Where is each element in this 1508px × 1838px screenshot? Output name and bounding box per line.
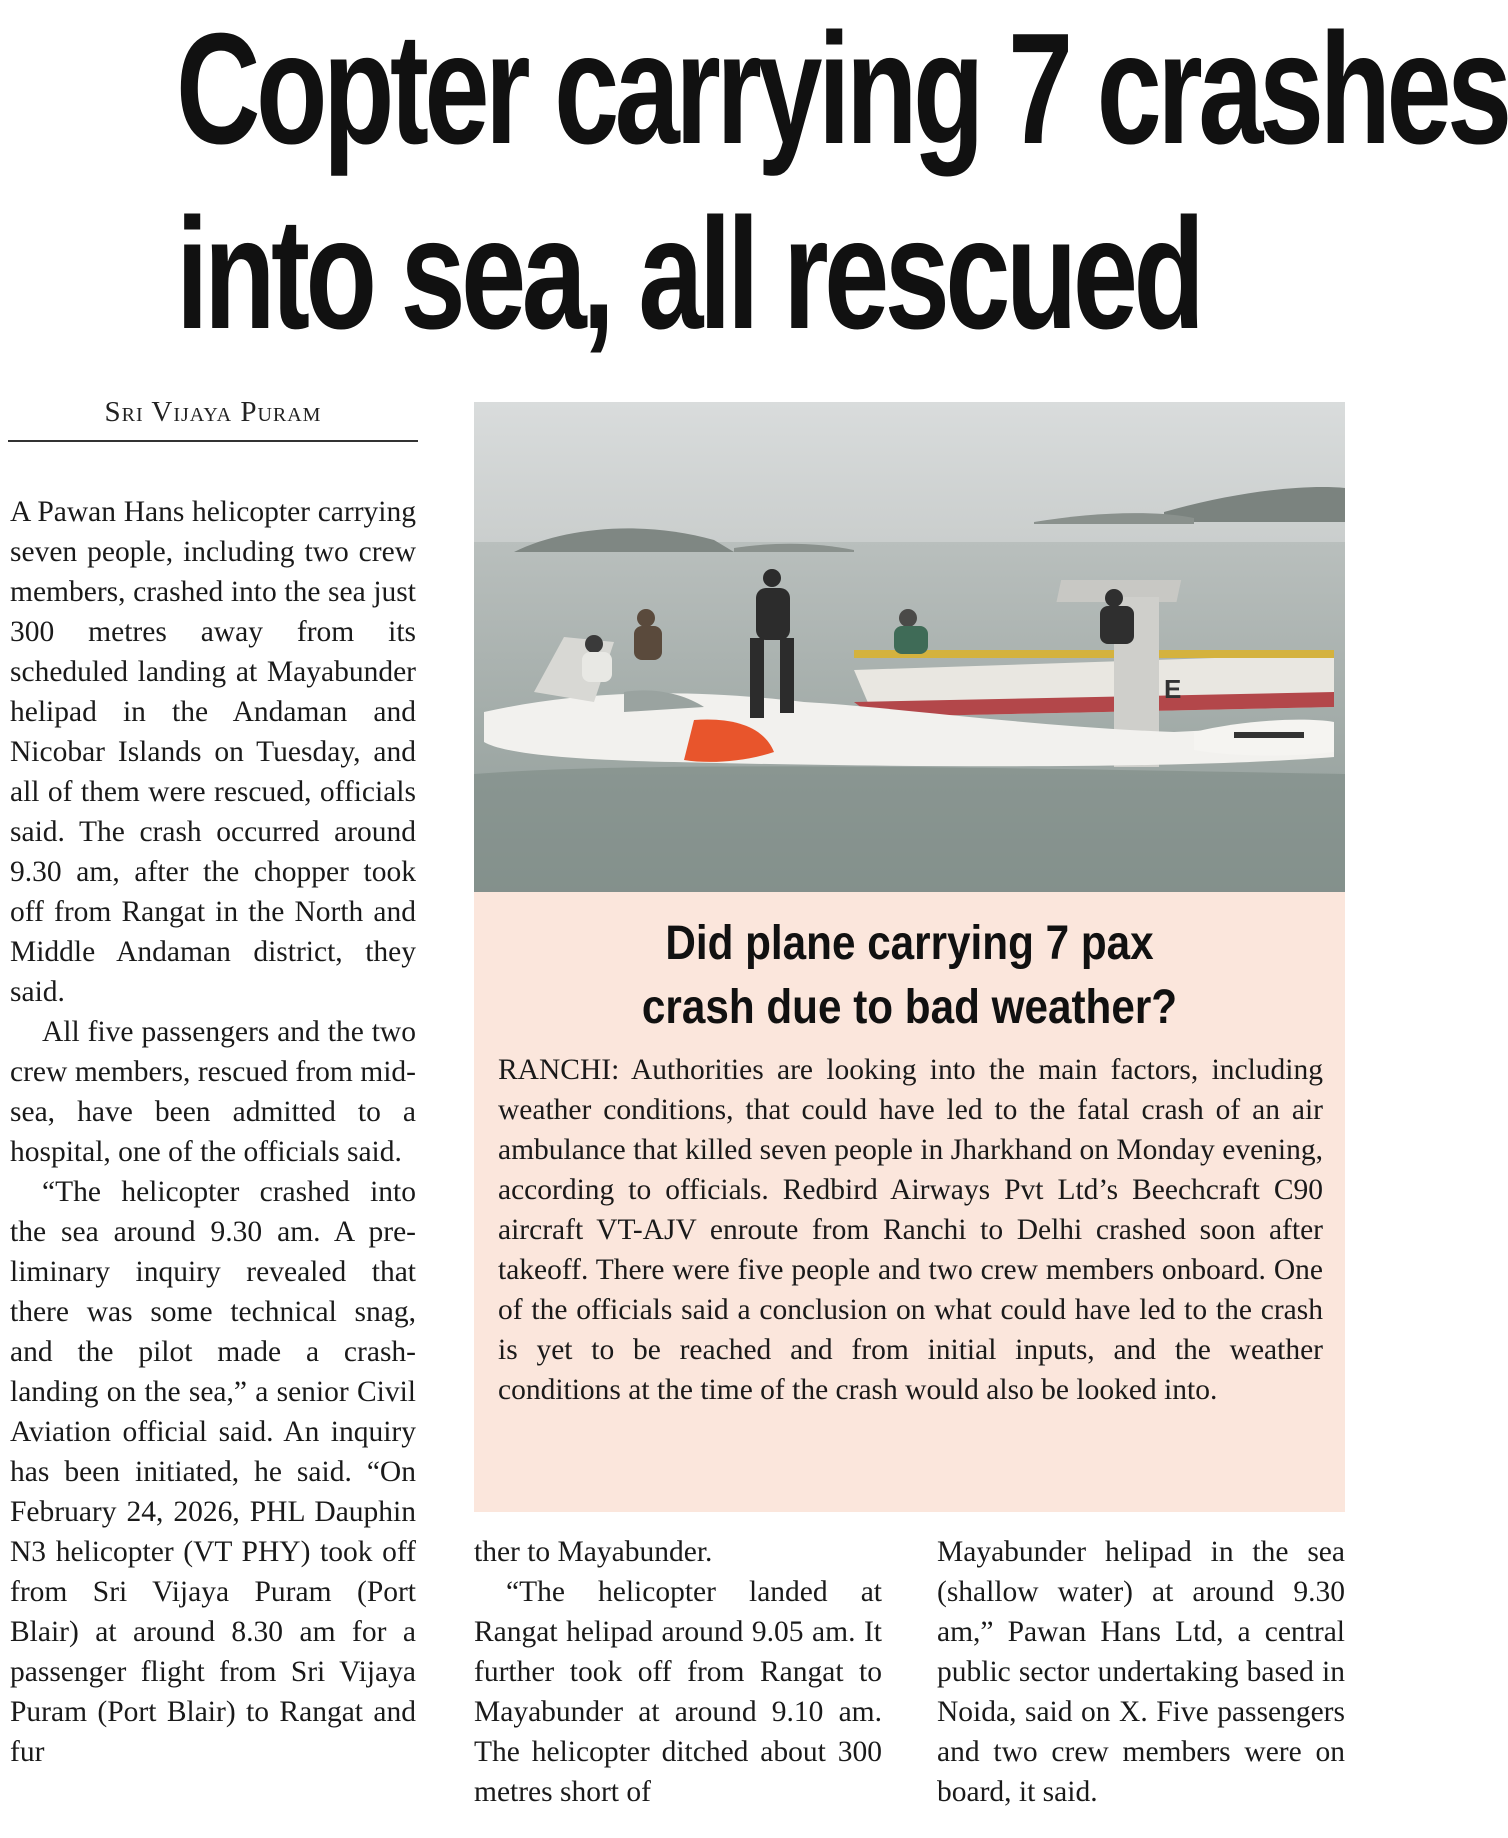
headline-line-1: Copter carrying 7 crashes — [176, 1, 1508, 177]
dateline: Sri Vijaya Puram — [104, 396, 322, 428]
article-paragraph: Mayabunder helipad in the sea (shallow water) at around 9.30 am,” Pawan Hans Ltd, a central public sector undertaking based in Noida, said on X. Five passengers and two crew members were on board, it said. — [937, 1536, 1345, 1808]
article-column-3 — [937, 1532, 1345, 1812]
article-paragraph: ther to Mayabunder. — [474, 1536, 713, 1568]
article-paragraph: “The helicopter landed at Rangat helipad around 9.05 am. It further took off from Rangat to Mayabunder at around 9.10 am. The helicopter ditched about 300 metres short of — [474, 1576, 882, 1808]
rescue-scene-illustration — [474, 402, 1345, 892]
article-column-2 — [474, 1532, 882, 1812]
article-paragraph: “The helicopter crashed into the sea around 9.30 am. A preliminary inquiry revealed that there was some technical snag, and the pilot made a crash-landing on the sea,” a senior Civil Aviation official said. An inquiry has been initiated, he said. “On February 24, 2026, PHL Dauphin N3 helicopter (VT PHY) took off from Sri Vijaya Puram (Port Blair) at around 8.30 am for a passenger flight from Sri Vijaya Puram (Port Blair) to Rangat and fur — [10, 1176, 416, 1768]
sidebar-title — [526, 912, 1292, 1040]
sidebar-body: RANCHI: Authorities are looking into the main factors, including weather conditions, that could have led to the fatal crash of an air ambulance that killed seven people in Jharkhand on Monday evening, according to officials. Redbird Airways Pvt Ltd’s Beechcraft C90 aircraft VT-AJV enroute from Ranchi to Delhi crashed soon after takeoff. There were five people and two crew members onboard. One of the officials said a conclusion on what could have led to the crash is yet to be reached and from initial inputs, and the weather conditions at the time of the crash would also be looked into. — [498, 1054, 1323, 1406]
article-paragraph: All five passengers and the two crew members, rescued from mid-sea, have been admitted to a hospital, one of the officials said. — [10, 1016, 416, 1168]
boat-lettering: E — [1164, 674, 1182, 704]
article-paragraph: A Pawan Hans helicopter carrying seven people, including two crew members, crashed into the sea just 300 metres away from its scheduled landing at Mayabunder helipad in the Andaman and Nicobar Islands on Tuesday, and all of them were rescued, officials said. The crash occurred around 9.30 am, after the chopper took off from Rangat in the North and Middle Andaman district, they said. — [10, 496, 416, 1008]
headline-line-2: into sea, all rescued — [176, 186, 1201, 362]
article-column-1 — [10, 492, 416, 1772]
dateline-rule — [8, 440, 418, 442]
sidebar-title-line-2: crash due to bad weather? — [641, 981, 1178, 1034]
news-photo — [474, 402, 1345, 892]
sidebar-title-line-1: Did plane carrying 7 pax — [665, 917, 1154, 970]
sidebar-box — [474, 892, 1345, 1512]
